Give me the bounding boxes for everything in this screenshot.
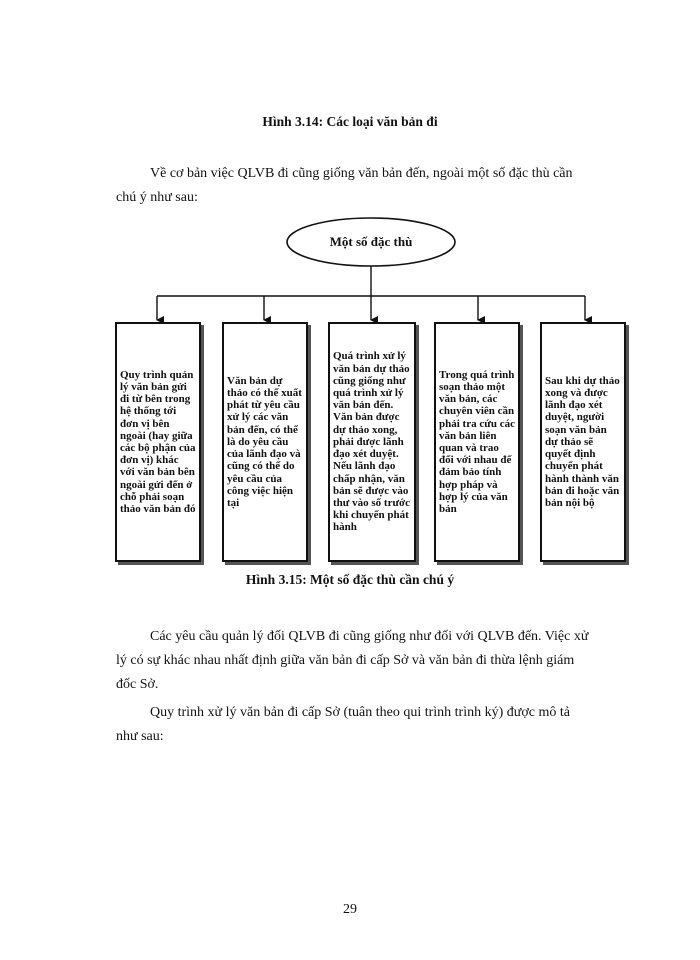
diagram-box-3-text: Quá trình xử lý văn bản dự thảo cũng giống như quá trình xử lý văn bản đến. Văn bản được dự thảo xong, phải được lãnh đạo xét duyệt. Nếu lãnh đạo chấp nhận, văn bản sẽ được vào thư vào sổ trước khi chuyển phát hành xyxy=(333,350,411,534)
root-node-label: Một số đặc thù xyxy=(329,234,413,249)
diagram-box-2-text: Văn bản dự thảo có thể xuất phát từ yêu cầu xử lý các văn bản đến, có thể là do yêu cầu của lãnh đạo và cũng có thể do yêu cầu của công việc hiện tại xyxy=(227,374,302,509)
figure-3-14-caption: Hình 3.14: Các loại văn bản đi xyxy=(262,114,438,129)
page-number: 29 xyxy=(343,902,357,917)
intro-line-2: chú ý như sau: xyxy=(116,190,198,205)
diagram-box-5-text: Sau khi dự thảo xong và được lãnh đạo xét duyệt, người soạn văn bản dự thảo sẽ quyết định chuyển phát hành thành văn bản đi hoặc văn bản nội bộ xyxy=(545,374,620,509)
paragraph-3-line-2: như sau: xyxy=(116,729,164,744)
diagram-box-3 xyxy=(328,322,416,562)
figure-3-15-caption: Hình 3.15: Một số đặc thù cần chú ý xyxy=(245,572,455,587)
paragraph-2 xyxy=(116,625,630,697)
diagram-box-2 xyxy=(222,322,308,562)
paragraph-2-line-3: đốc Sở. xyxy=(116,677,159,692)
diagram-box-4-text: Trong quá trình soạn thảo một văn bản, các chuyên viên cần phải tra cứu các văn bản liên quan và trao đổi với nhau để đảm bảo tính hợp pháp và hợp lý của văn bản xyxy=(439,368,515,516)
paragraph-3-line-1: Quy trình xử lý văn bản đi cấp Sở (tuân theo qui trình trình ký) được mô tả xyxy=(150,705,570,720)
diagram-box-5 xyxy=(540,322,626,562)
diagram-box-4 xyxy=(434,322,520,562)
paragraph-2-line-2: lý có sự khác nhau nhất định giữa văn bản đi cấp Sở và văn bản đi thừa lệnh giám xyxy=(116,653,575,668)
intro-line-1: Về cơ bản việc QLVB đi cũng giống văn bản đến, ngoài một số đặc thù cần xyxy=(150,166,573,181)
paragraph-3 xyxy=(116,701,630,749)
paragraph-2-line-1: Các yêu cầu quản lý đối QLVB đi cũng giống như đối với QLVB đến. Việc xử xyxy=(150,629,589,644)
diagram-box-1-text: Quy trình quản lý văn bản gửi đi từ bên trong hệ thống tới đơn vị bên ngoài (hay giữa các bộ phận của đơn vị) khác với văn bản bên ngoài gửi đến ở chỗ phải soạn thảo văn bản đó xyxy=(120,368,196,516)
diagram-box-1 xyxy=(115,322,201,562)
